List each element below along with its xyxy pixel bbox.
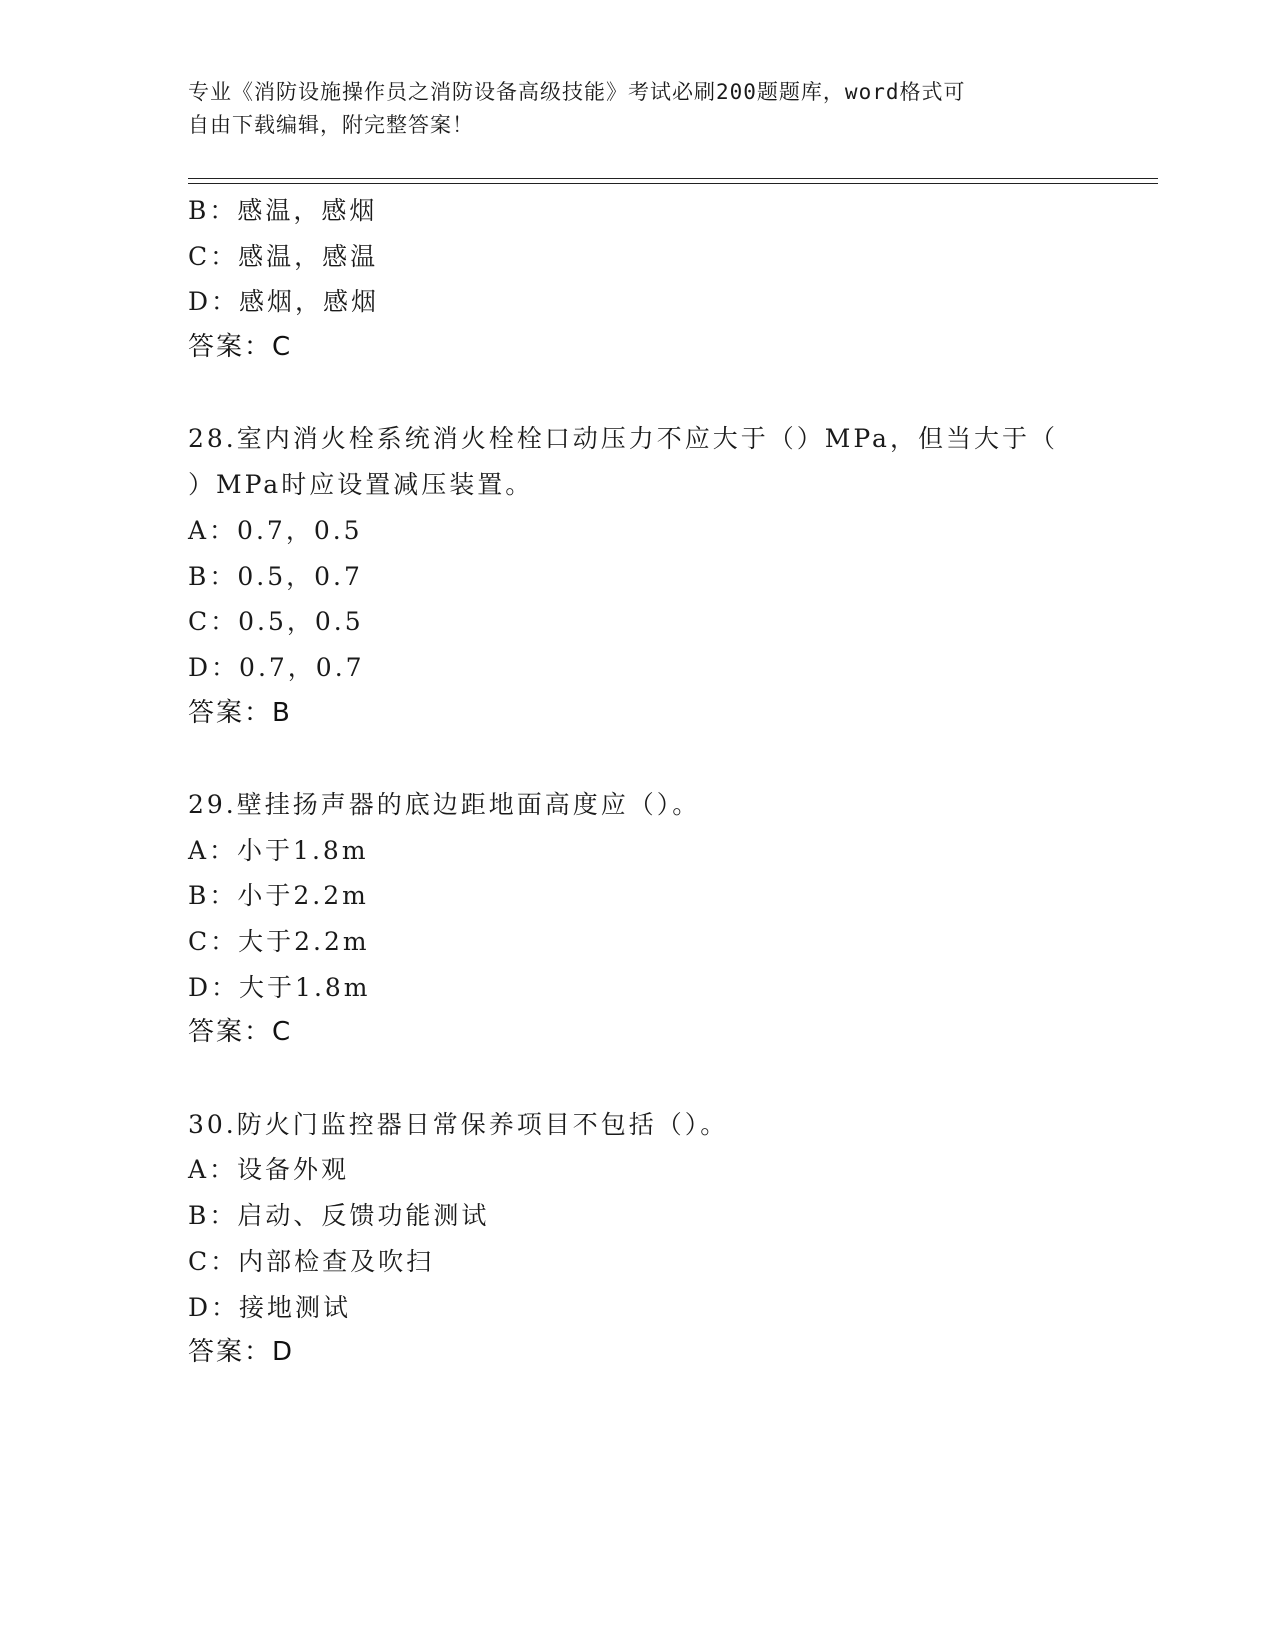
option-d: D：感烟，感烟 [188, 287, 380, 317]
question-block-29 [188, 782, 1088, 1056]
question-block-30 [188, 1102, 1088, 1376]
answer-line: 答案：B [188, 697, 292, 728]
spacer [188, 736, 1088, 782]
question-block-27 [188, 188, 1088, 371]
option-b: B：感温，感烟 [188, 196, 378, 225]
question-stem-line-1: 29.壁挂扬声器的底边距地面高度应（）。 [188, 789, 701, 819]
document-header [188, 76, 1068, 142]
document-body [188, 188, 1088, 1376]
question-block-28 [188, 416, 1088, 736]
option-d: D：大于1.8m [188, 972, 371, 1002]
spacer [188, 1056, 1088, 1102]
option-b: B：0.5，0.7 [188, 561, 363, 591]
option-d: D：0.7，0.7 [188, 652, 365, 682]
header-divider-top [188, 178, 1158, 179]
option-a: A：设备外观 [188, 1155, 350, 1185]
option-d: D：接地测试 [188, 1292, 352, 1322]
answer-line: 答案：C [188, 1017, 293, 1048]
question-stem-line-2: ）MPa时应设置减压装置。 [188, 470, 534, 500]
option-c: C：感温，感温 [188, 241, 379, 271]
option-c: C：0.5，0.5 [188, 607, 364, 637]
header-title-line-1: 专业《消防设施操作员之消防设备高级技能》考试必刷200题题库，word格式可 [188, 80, 966, 104]
option-b: B：启动、反馈功能测试 [188, 1201, 490, 1231]
option-a: A：0.7，0.5 [188, 515, 363, 545]
question-stem-line-1: 28.室内消火栓系统消火栓栓口动压力不应大于（）MPa，但当大于（ [188, 424, 1058, 454]
question-stem-line-1: 30.防火门监控器日常保养项目不包括（）。 [188, 1109, 729, 1139]
answer-line: 答案：C [188, 332, 293, 363]
spacer [188, 371, 1088, 417]
option-a: A：小于1.8m [188, 835, 369, 865]
option-c: C：内部检查及吹扫 [188, 1246, 435, 1276]
option-b: B：小于2.2m [188, 881, 369, 911]
header-divider-bottom [188, 183, 1158, 184]
option-c: C：大于2.2m [188, 927, 370, 956]
header-title-line-2: 自由下载编辑，附完整答案！ [188, 113, 474, 137]
answer-line: 答案：D [188, 1337, 295, 1368]
